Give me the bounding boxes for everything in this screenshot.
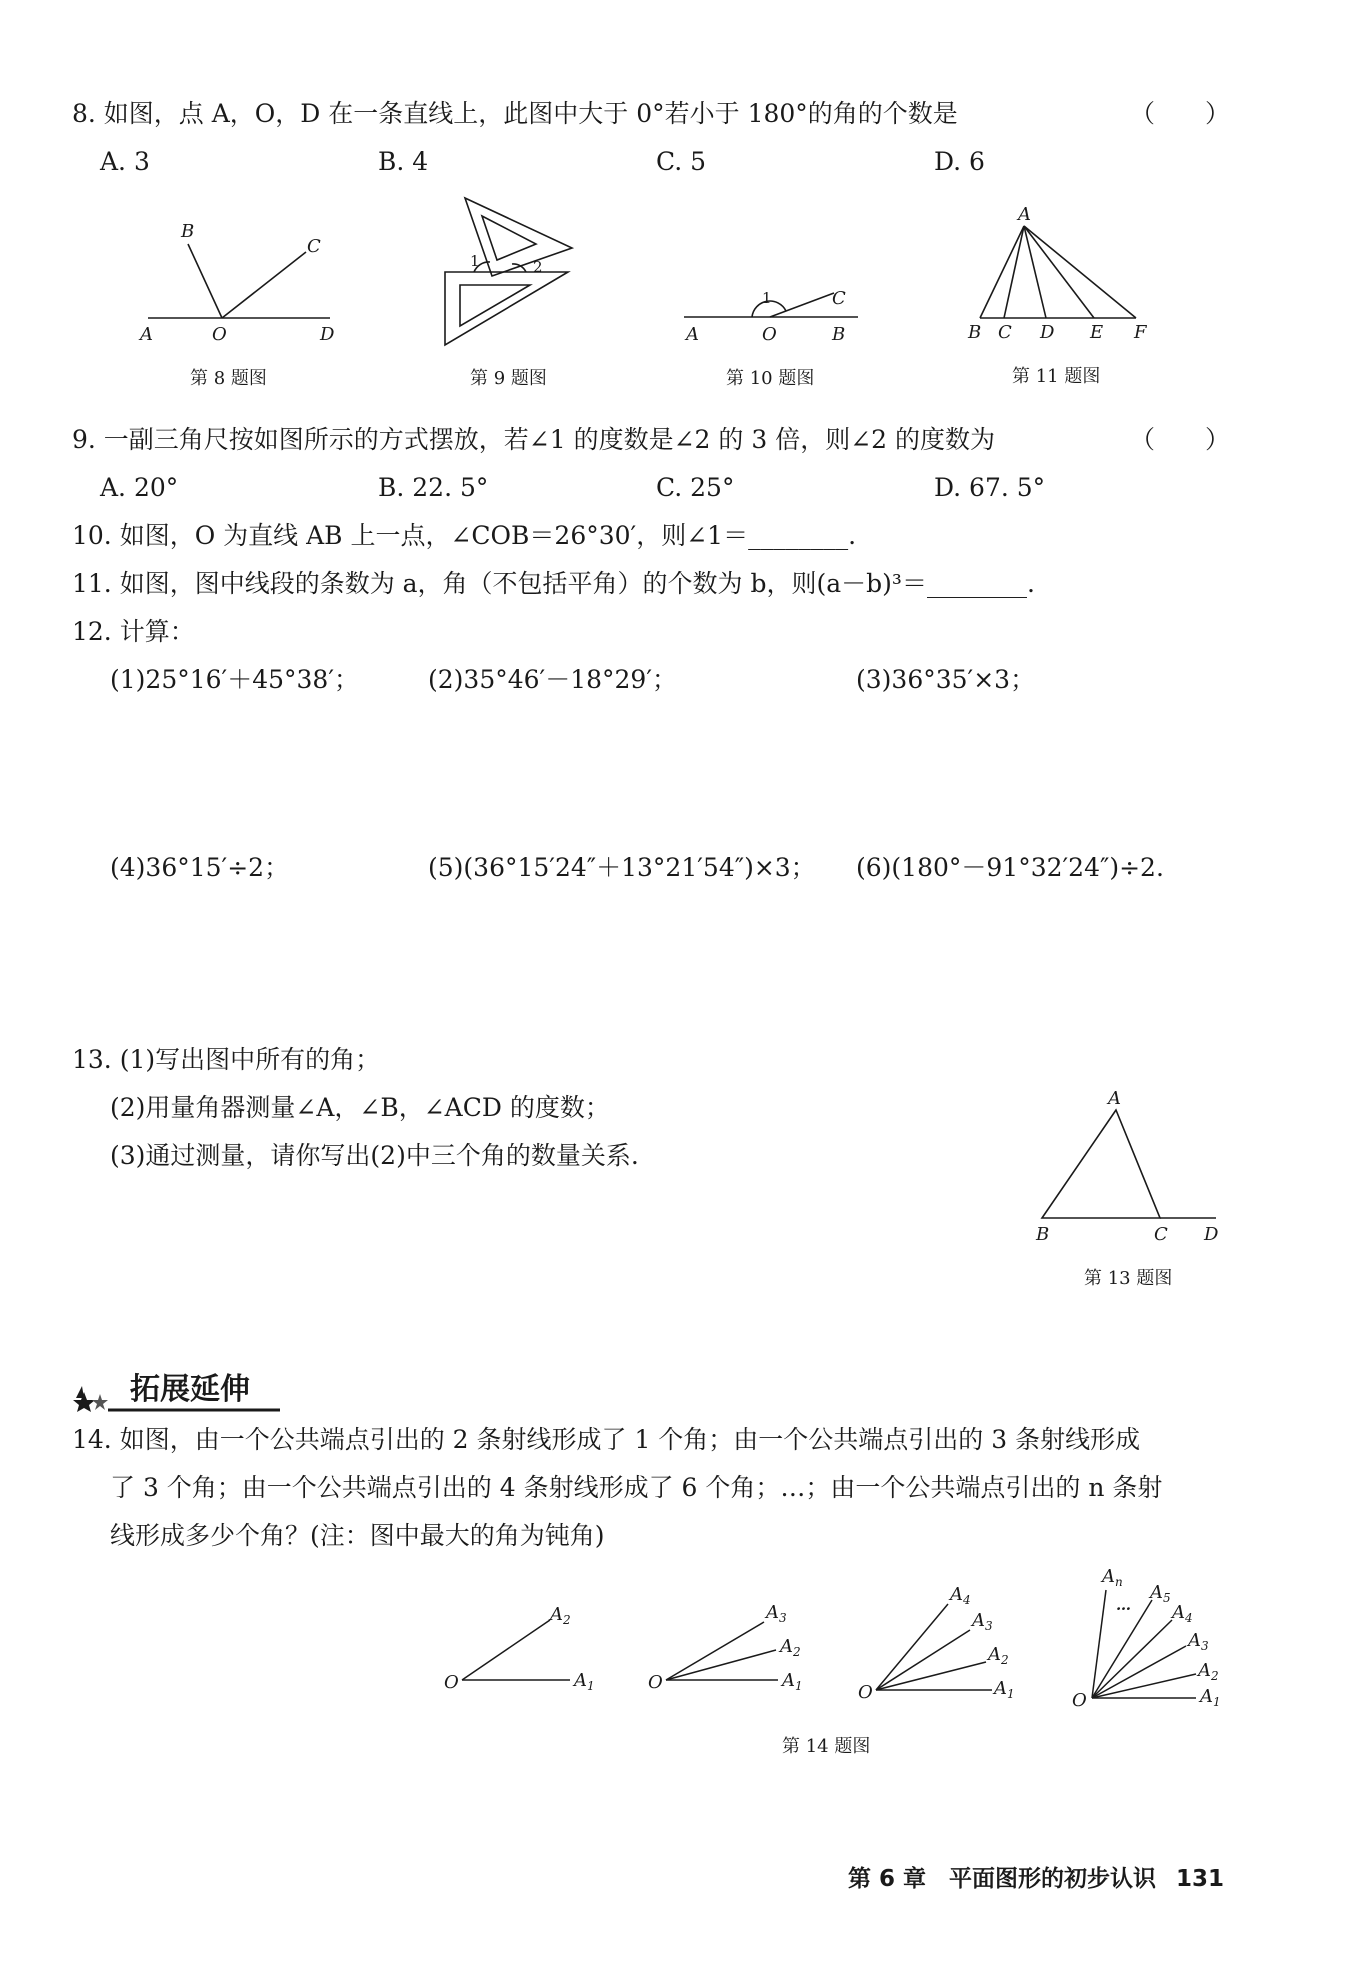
q13-line-2: (2)用量角器测量∠A，∠B，∠ACD 的度数；	[110, 1093, 610, 1122]
fig13-label-d: D	[1204, 1224, 1219, 1245]
svg-text:O: O	[1072, 1690, 1087, 1711]
svg-text:A1: $A_1$	[1200, 1686, 1221, 1709]
q14-line-1: 14. 如图，由一个公共端点引出的 2 条射线形成了 1 个角；由一个公共端点引出的 3 条射线形成	[72, 1425, 1141, 1454]
q11-stem: 11. 如图，图中线段的条数为 a，角（不包括平角）的个数为 b，则(a－b)³＝________.	[72, 569, 1035, 598]
fig8-caption: 第 8 题图	[190, 368, 267, 389]
svg-text:A1: $A_1$	[782, 1670, 803, 1693]
fig10-label-o: O	[762, 324, 777, 345]
fig10-label-a: A	[686, 324, 699, 345]
fig11-label-a: A	[1018, 204, 1031, 225]
svg-text:A5: $A_5$	[1150, 1582, 1171, 1605]
fig8-label-o: O	[212, 324, 227, 345]
chapter-title: 第 6 章 平面图形的初步认识	[848, 1866, 1157, 1892]
fig11-label-c: C	[998, 322, 1012, 343]
fig10-label-b: B	[832, 324, 846, 345]
fig10-label-1: 1	[762, 289, 772, 307]
svg-text:A4: $A_4$	[950, 1584, 971, 1607]
svg-text:A3: $A_3$	[766, 1602, 787, 1625]
svg-text:A1: $A_1$	[574, 1670, 595, 1693]
fig10-label-c: C	[832, 288, 846, 309]
q8-option-a: A. 3	[100, 147, 150, 176]
svg-text:…: …	[1116, 1596, 1131, 1614]
q9-stem: 9. 一副三角尺按如图所示的方式摆放，若∠1 的度数是∠2 的 3 倍，则∠2 的度数为	[72, 425, 996, 454]
fig13-label-c: C	[1154, 1224, 1168, 1245]
svg-text:O: O	[648, 1672, 663, 1693]
svg-text:A2: $A_2$	[550, 1604, 571, 1627]
fig8-label-d: D	[320, 324, 335, 345]
fig13-label-a: A	[1108, 1088, 1121, 1109]
q14-line-2: 了 3 个角；由一个公共端点引出的 4 条射线形成了 6 个角；…；由一个公共端点引出的 n 条射	[110, 1473, 1163, 1502]
svg-text:A2: $A_2$	[988, 1644, 1009, 1667]
fig11-label-d: D	[1040, 322, 1055, 343]
q12-item-4: (4)36°15′÷2；	[110, 853, 290, 882]
q9-answer-paren: （ ）	[1130, 425, 1231, 454]
section-title: 拓展延伸	[130, 1372, 250, 1407]
q8-stem: 8. 如图，点 A，O，D 在一条直线上，此图中大于 0°若小于 180°的角的个数是	[72, 99, 958, 128]
page-number: 131	[1176, 1866, 1225, 1892]
q13-line-3: (3)通过测量，请你写出(2)中三个角的数量关系.	[110, 1141, 639, 1170]
q10-stem: 10. 如图，O 为直线 AB 上一点，∠COB＝26°30′，则∠1＝________.	[72, 521, 857, 550]
svg-text:A3: $A_3$	[1188, 1630, 1209, 1653]
svg-text:O: O	[444, 1672, 459, 1693]
svg-text:A3: $A_3$	[972, 1610, 993, 1633]
fig14-caption: 第 14 题图	[782, 1736, 871, 1757]
q8-option-c: C. 5	[656, 147, 707, 176]
fig8-label-a: A	[140, 324, 153, 345]
page-footer	[848, 1864, 1224, 1894]
fig11-label-b: B	[968, 322, 982, 343]
fig11-label-e: E	[1090, 322, 1104, 343]
q13-line-1: 13. (1)写出图中所有的角；	[72, 1045, 381, 1074]
fig9-caption: 第 9 题图	[470, 368, 547, 389]
fig8-label-c: C	[307, 236, 321, 257]
q8-answer-paren: （ ）	[1130, 99, 1231, 128]
fig9-label-2: 2	[533, 258, 543, 276]
fig11-label-f: F	[1134, 322, 1147, 343]
svg-text:A2: $A_2$	[780, 1636, 801, 1659]
svg-text:An: $A_n$	[1102, 1566, 1123, 1589]
q9-option-c: C. 25°	[656, 473, 735, 502]
q8-option-d: D. 6	[934, 147, 985, 176]
q9-option-a: A. 20°	[100, 473, 179, 502]
q12-item-5: (5)(36°15′24″＋13°21′54″)×3；	[428, 853, 816, 882]
fig10-caption: 第 10 题图	[726, 368, 815, 389]
q12-item-1: (1)25°16′＋45°38′；	[110, 665, 360, 694]
q8-option-b: B. 4	[378, 147, 429, 176]
svg-text:A4: $A_4$	[1172, 1602, 1193, 1625]
fig11-caption: 第 11 题图	[1012, 366, 1101, 387]
q14-line-3: 线形成多少个角？(注：图中最大的角为钝角)	[110, 1521, 605, 1550]
fig13-label-b: B	[1036, 1224, 1050, 1245]
fig8-label-b: B	[181, 221, 195, 242]
fig13-caption: 第 13 题图	[1084, 1268, 1173, 1289]
q9-option-b: B. 22. 5°	[378, 473, 489, 502]
fig9-label-1: 1	[470, 252, 480, 270]
q12-item-6: (6)(180°－91°32′24″)÷2.	[856, 853, 1164, 882]
q9-option-d: D. 67. 5°	[934, 473, 1046, 502]
svg-text:A2: $A_2$	[1198, 1660, 1219, 1683]
q12-stem: 12. 计算：	[72, 617, 195, 646]
svg-text:A1: $A_1$	[994, 1678, 1015, 1701]
q12-item-2: (2)35°46′－18°29′；	[428, 665, 678, 694]
svg-text:O: O	[858, 1682, 873, 1703]
q12-item-3: (3)36°35′×3；	[856, 665, 1036, 694]
